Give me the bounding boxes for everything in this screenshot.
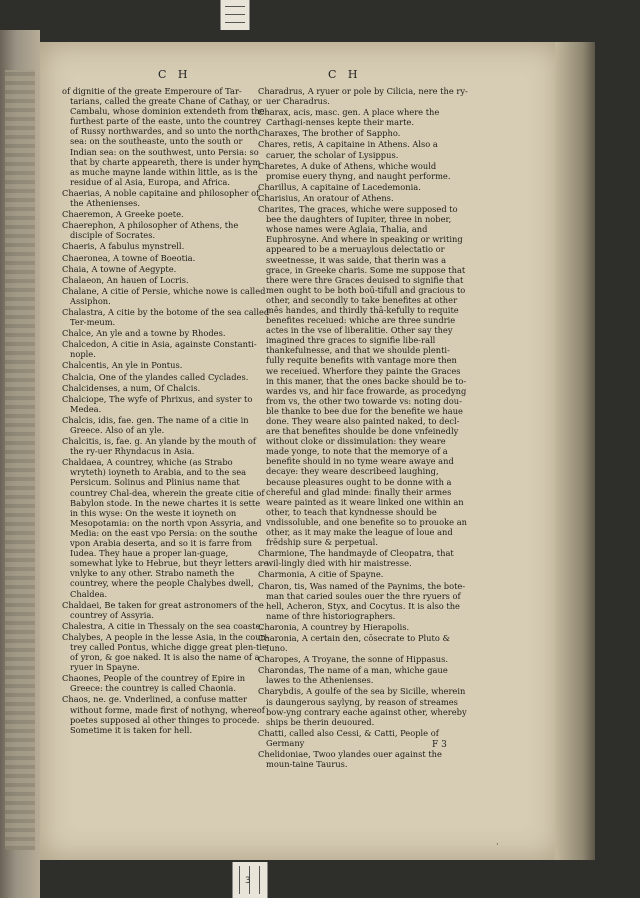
dictionary-entry: Chelidoniae, Twoo ylandes ouer against the moun-taine Taurus.	[258, 749, 442, 770]
dictionary-entry: Charon, tis, Was named of the Paynims, the bote-man that caried soules ouer the thre ryuers of hell, Acheron, Styx, and Cocytus. It is also the name of thre historiographers.	[258, 580, 466, 621]
dictionary-entry: Chalcitis, is, fae. g. An ylande by the mouth of the ry-uer Rhyndacus in Asia.	[62, 436, 256, 457]
dictionary-entry: Chaones, People of the countrey of Epire in Greece: the countrey is called Chaonia.	[62, 673, 246, 694]
right-page-edge	[555, 42, 595, 860]
right-column	[258, 86, 468, 770]
dictionary-entry: Charonia, A certain den, cōsecrate to Pluto & Iuno.	[258, 632, 450, 654]
signature-mark: F 3	[432, 740, 447, 750]
header-right: C H	[328, 68, 362, 81]
dictionary-entry: Chaeremon, A Greeke poete.	[62, 209, 184, 220]
dictionary-entry: Chalcis, idis, fae. gen. The name of a citie in Greece. Also of an yle.	[62, 414, 249, 435]
dictionary-entry: Chalcia, One of the ylandes called Cyclades.	[62, 371, 249, 382]
dictionary-entry: Chaerephon, A philosopher of Athens, the disciple of Socrates.	[62, 220, 239, 241]
dictionary-entry: Chalaeon, An hauen of Locris.	[62, 274, 189, 285]
dictionary-entry: Chalcedon, A citie in Asia, againste Constanti-nople.	[62, 339, 257, 360]
dictionary-entry: Chalane, A citie of Persie, whiche nowe is called Assiphon.	[62, 285, 266, 306]
dictionary-entry: Chaerias, A noble capitaine and philosopher of the Athenienses.	[62, 187, 260, 209]
book-page	[40, 42, 560, 860]
dictionary-entry: Charopes, A Troyane, the sonne of Hippasus.	[258, 654, 449, 665]
dictionary-entry: Chalybes, A people in the lesse Asia, in the coun-trey called Pontus, whiche digge great plen-tie of yron, & goe naked. It is also the name of a ryuer in Spayne.	[62, 631, 269, 673]
dictionary-entry: Chalcentis, An yle in Pontus.	[62, 360, 183, 371]
dictionary-entry: Chaeronea, A towne of Boeotia.	[62, 252, 196, 263]
dictionary-entry: Charybdis, A goulfe of the sea by Sicille, wherein is daungerous saylyng, by reason of streames bow-yng contrary eache against other, whereby ships be therin deuoured.	[258, 686, 467, 727]
dictionary-entry: Chaos, ne. ge. Vnderlined, a confuse matter without forme, made first of nothyng, whereof poetes supposed al other thinges to procede. Sometime it is taken for hell.	[62, 694, 265, 735]
left-leaf-strip	[5, 70, 35, 850]
dictionary-entry: Chalce, An yle and a towne by Rhodes.	[62, 328, 226, 339]
dictionary-entry: Chalastra, A citie by the botome of the sea called Ter-meum.	[62, 306, 270, 328]
dictionary-entry: Chalciope, The wyfe of Phrixus, and syster to Medea.	[62, 393, 253, 414]
dictionary-entry: Chaeris, A fabulus mynstrell.	[62, 241, 185, 252]
dictionary-entry: Chalestra, A citie in Thessaly on the sea coaste.	[62, 620, 263, 631]
dictionary-entry: Chaia, A towne of Aegypte.	[62, 263, 177, 274]
dictionary-entry: Chatti, called also Cessi, & Catti, People of Germany	[258, 727, 439, 748]
dictionary-entry: Charaxes, The brother of Sappho.	[258, 128, 401, 139]
dictionary-entry: Chaldaea, A countrey, whiche (as Strabo wryteth) ioyneth to Arabia, and to the sea Persicum. Solinus and Plinius name that countrey Chal-dea, wherein the greate citie of Babylon stode. In the newe chartes it is sette in this wyse: On the weste it ioyneth on Mesopotamia: on the north vpon Assyria, and Media: on the east vpo Persia: on the southe vpon Arabia deserta, and so it is farre from Iudea. They haue a proper lan-guage, somewhat lyke to Hebrue, but theyr letters are vnlyke to any other. Strabo nameth the countrey, where the people Chalybes dwell, Chaldea.	[62, 457, 269, 599]
dictionary-entry: Charonia, A countrey by Hierapolis.	[258, 621, 410, 632]
dictionary-entry: Charadrus, A ryuer or pole by Cilicia, nere the ry-uer Charadrus.	[258, 86, 468, 107]
dictionary-entry: Chaldaei, Be taken for great astronomers of the countrey of Assyria.	[62, 599, 264, 620]
dictionary-entry: Charetes, A duke of Athens, whiche would promise euery thyng, and naught performe.	[258, 160, 451, 181]
left-column	[62, 86, 270, 736]
header-left: C H	[158, 68, 192, 81]
dictionary-entry: Charax, acis, masc. gen. A place where the Carthagi-nenses kepte their marte.	[258, 107, 440, 128]
dictionary-entry: of dignitie of the greate Emperoure of Tar-tarians, called the greate Chane of Cathay, or Cambalu, whose dominion extendeth from the furthest parte of the easte, unto the countrey of Russy northwardes, and so unto the north sea: on the southeaste, unto the south or Indian sea: on the southwest, unto Persia: so that by charte appeareth, there is under hym as muche mayne lande within little, as is the residue of al Asia, Europa, and Africa.	[62, 86, 265, 187]
dictionary-entry: Charmione, The handmayde of Cleopatra, that wil-lingly died with hir maistresse.	[258, 548, 454, 569]
bottom-ruler	[232, 862, 268, 898]
page-dot: ·	[496, 840, 499, 850]
dictionary-entry: Charondas, The name of a man, whiche gaue lawes to the Athenienses.	[258, 665, 448, 686]
dictionary-entry: Charites, The graces, whiche were supposed to bee the daughters of Iupiter, three in nober, whose names were Aglaia, Thalia, and Euphrosyne. And where in speaking or writing appeared to be a meruaylous delectatio or sweetnesse, it was saide, that therin was a grace, in Greeke charis. Some me suppose that there were thre Graces deuised to signifie that men ought to be both boū-tifull and gracious to other, and secondly to take benefites at other mēs handes, and thirdly thā-kefully to requite benefites receiued: whiche are three sundrie actes in the vse of liberalitie. Other say they imagined thre graces to signifie libe-rall thankefulnesse, and that we shoulde plenti-fully requite benefits with vantage more then we receiued. Wherfore they painte the Graces in this maner, that the ones backe should be to-wardes vs, and hir face frowarde, as procedyng from vs, the other two towarde vs: noting dou-ble thanke to bee due for the benefite we haue done. They weare also painted naked, to decl-are that benefites shoulde be done vnfeinedly without cloke or dissimulation: they weare made yonge, to note that the memorye of a benefite should in no tyme weare awaye and decaye: they weare describeed laughing, because pleasures ought to be donne with a chereful and glad minde: finally their armes weare painted as it weare linked one within an other, to teach that kyndnesse should be vndissoluble, and one benefite so to prouoke an other, as it may make the league of loue and frēdship sure & perpetual.	[258, 204, 468, 548]
dictionary-entry: Charmonia, A citie of Spayne.	[258, 569, 384, 580]
running-header	[40, 68, 560, 84]
ruler-label: 3	[245, 876, 251, 886]
top-ruler	[220, 0, 250, 30]
dictionary-entry: Charisius, An oratour of Athens.	[258, 192, 394, 203]
dictionary-entry: Chalcidenses, a num, Of Chalcis.	[62, 382, 201, 393]
dictionary-entry: Chares, retis, A capitaine in Athens. Also a caruer, the scholar of Lysippus.	[258, 139, 438, 160]
dictionary-entry: Charillus, A capitaine of Lacedemonia.	[258, 181, 421, 192]
